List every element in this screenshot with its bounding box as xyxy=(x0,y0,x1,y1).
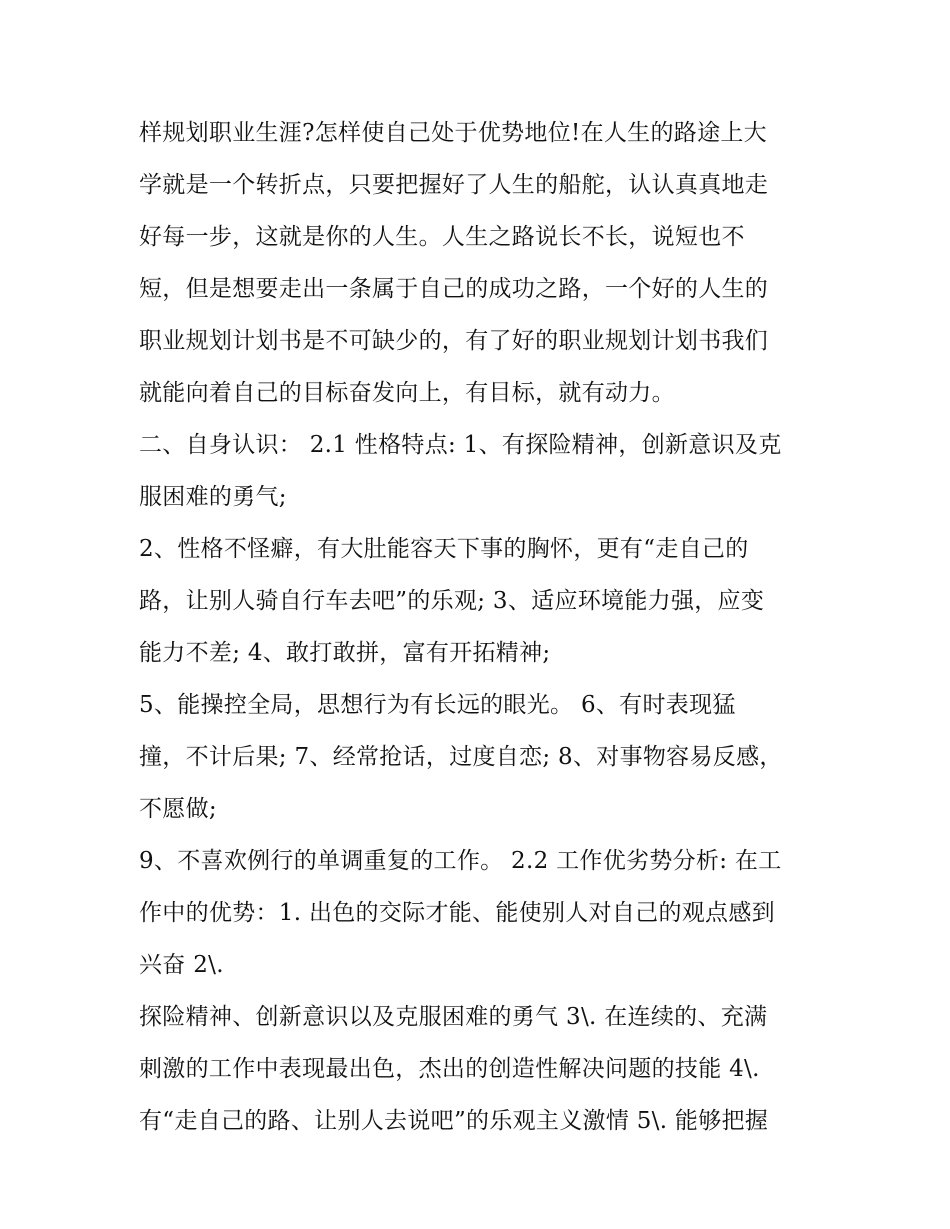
text-line: 有“走自己的路、让别人去说吧”的乐观主义激情 5\. 能够把握 xyxy=(139,1108,769,1134)
text-line: 刺激的工作中表现最出色，杰出的创造性解决问题的技能 4\. xyxy=(139,1056,760,1082)
text-line: 学就是一个转折点，只要把握好了人生的船舵，认认真真地走 xyxy=(139,172,769,198)
text-line: 兴奋 2\. xyxy=(139,952,224,978)
text-line: 2、性格不怪癖，有大肚能容天下事的胸怀，更有“走自己的 xyxy=(139,536,749,562)
text-line: 能力不差; 4、敢打敢拼，富有开拓精神; xyxy=(139,640,551,666)
text-line: 二、自身认识： 2.1 性格特点: 1、有探险精神，创新意识及克 xyxy=(139,432,782,458)
text-line: 好每一步，这就是你的人生。人生之路说长不长，说短也不 xyxy=(139,224,745,250)
text-line: 5、能操控全局，思想行为有长远的眼光。 6、有时表现猛 xyxy=(139,692,736,718)
text-line: 探险精神、创新意识以及克服困难的勇气 3\. 在连续的、充满 xyxy=(139,1004,768,1030)
text-line: 不愿做; xyxy=(139,796,217,822)
text-line: 短，但是想要走出一条属于自己的成功之路，一个好的人生的 xyxy=(139,276,769,302)
text-line: 就能向着自己的目标奋发向上，有目标，就有动力。 xyxy=(139,380,675,406)
text-line: 9、不喜欢例行的单调重复的工作。 2.2 工作优劣势分析: 在工 xyxy=(139,848,782,874)
body-text xyxy=(139,107,819,1147)
text-line: 职业规划计划书是不可缺少的，有了好的职业规划计划书我们 xyxy=(139,328,769,354)
text-line: 样规划职业生涯?怎样使自己处于优势地位!在人生的路途上大 xyxy=(139,120,767,146)
text-line: 撞，不计后果; 7、经常抢话，过度自恋; 8、对事物容易反感， xyxy=(139,744,783,770)
text-line: 路，让别人骑自行车去吧”的乐观; 3、适应环境能力强，应变 xyxy=(139,588,765,614)
text-line: 作中的优势：1. 出色的交际才能、能使别人对自己的观点感到 xyxy=(139,900,775,926)
text-line: 服困难的勇气; xyxy=(139,484,287,510)
